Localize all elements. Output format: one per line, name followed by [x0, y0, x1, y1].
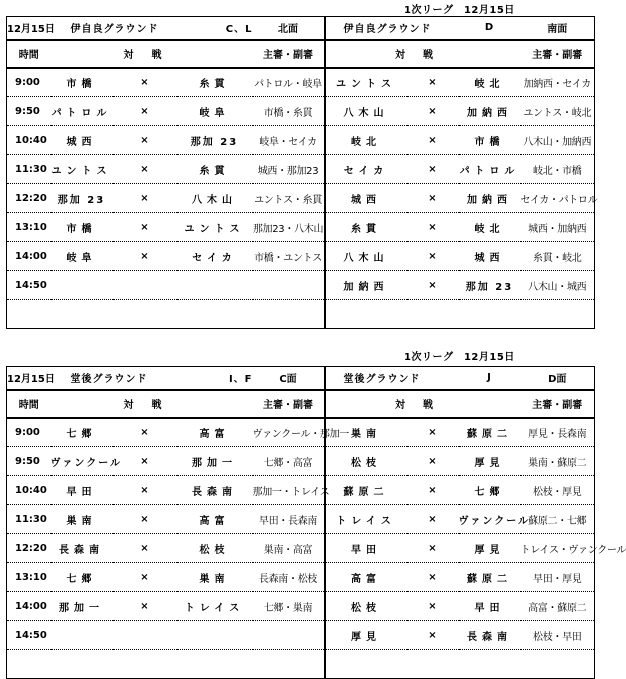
referee-right	[521, 300, 595, 329]
group-letters-left: I、F	[177, 367, 253, 390]
team-home-left: 長森南	[51, 534, 113, 563]
vs-mark-right: ×	[407, 242, 459, 271]
referee-right: 厚見・長森南	[521, 418, 595, 447]
schedule-row	[7, 447, 595, 476]
vs-mark-left	[113, 650, 177, 679]
schedule-row	[7, 650, 595, 679]
vs-mark-left: ×	[113, 592, 177, 621]
match-time: 12:20	[7, 184, 51, 213]
team-away-left: 松枝	[177, 534, 253, 563]
team-away-left: 高富	[177, 505, 253, 534]
team-home-left: 市橋	[51, 213, 113, 242]
header-match-left: 対戦	[51, 390, 253, 418]
match-time: 14:00	[7, 242, 51, 271]
team-away-left	[177, 621, 253, 650]
vs-mark-left: ×	[113, 534, 177, 563]
team-home-left: 市橋	[51, 68, 113, 97]
referee-right: 松枝・厚見	[521, 476, 595, 505]
schedule-row	[7, 155, 595, 184]
referee-left	[253, 300, 325, 329]
schedule-row	[7, 592, 595, 621]
team-home-left	[51, 300, 113, 329]
team-home-right: 糸貫	[325, 213, 407, 242]
team-home-left: ユントス	[51, 155, 113, 184]
team-away-right: 七郷	[459, 476, 521, 505]
ground-name-right: 伊自良グラウンド	[325, 17, 459, 40]
team-home-right: 高富	[325, 563, 407, 592]
match-time: 10:40	[7, 126, 51, 155]
vs-mark-left: ×	[113, 563, 177, 592]
referee-right	[521, 650, 595, 679]
schedule-row	[7, 534, 595, 563]
team-away-right: 加納西	[459, 184, 521, 213]
team-away-left: セイカ	[177, 242, 253, 271]
field-face-right: 南面	[521, 17, 595, 40]
match-time	[7, 650, 51, 679]
vs-mark-left: ×	[113, 184, 177, 213]
team-away-right	[459, 300, 521, 329]
vs-mark-right: ×	[407, 271, 459, 300]
referee-left: ヴァンクール・那加一	[253, 418, 325, 447]
team-away-right: 加納西	[459, 97, 521, 126]
team-away-right: 厚見	[459, 447, 521, 476]
match-time: 14:50	[7, 621, 51, 650]
header-referee-right: 主審・副審	[521, 40, 595, 68]
team-home-left: 七郷	[51, 418, 113, 447]
team-away-left: 那加 23	[177, 126, 253, 155]
team-home-right: 八木山	[325, 242, 407, 271]
vs-mark-right: ×	[407, 592, 459, 621]
vs-mark-left	[113, 300, 177, 329]
referee-left: 長森南・松枝	[253, 563, 325, 592]
schedule-row	[7, 97, 595, 126]
referee-left: 早田・長森南	[253, 505, 325, 534]
referee-left: 市橋・糸貫	[253, 97, 325, 126]
team-home-right	[325, 300, 407, 329]
team-away-right	[459, 650, 521, 679]
date-label: 12月15日	[7, 17, 51, 40]
team-home-right: トレイス	[325, 505, 407, 534]
vs-mark-left: ×	[113, 213, 177, 242]
team-away-left	[177, 300, 253, 329]
referee-left: 那加23・八木山	[253, 213, 325, 242]
schedule-row	[7, 242, 595, 271]
match-time: 9:50	[7, 97, 51, 126]
referee-right: 城西・加納西	[521, 213, 595, 242]
referee-right: 八木山・加納西	[521, 126, 595, 155]
referee-left: 岐阜・セイカ	[253, 126, 325, 155]
team-away-right: 蘇原二	[459, 563, 521, 592]
referee-right: 岐北・市橋	[521, 155, 595, 184]
date-label: 12月15日	[7, 367, 51, 390]
header-match-right: 対戦	[325, 390, 521, 418]
team-home-right: 厚見	[325, 621, 407, 650]
team-home-right: 八木山	[325, 97, 407, 126]
vs-mark-right: ×	[407, 184, 459, 213]
team-away-left: 八木山	[177, 184, 253, 213]
referee-left: 城西・那加23	[253, 155, 325, 184]
vs-mark-right: ×	[407, 213, 459, 242]
vs-mark-right: ×	[407, 621, 459, 650]
vs-mark-right: ×	[407, 563, 459, 592]
vs-mark-left: ×	[113, 476, 177, 505]
team-away-right: 岐北	[459, 213, 521, 242]
schedule-row	[7, 621, 595, 650]
match-time: 10:40	[7, 476, 51, 505]
vs-mark-right: ×	[407, 534, 459, 563]
team-away-left: 糸貫	[177, 68, 253, 97]
schedule-row	[7, 68, 595, 97]
schedule-row	[7, 271, 595, 300]
team-home-left	[51, 650, 113, 679]
referee-right: 早田・厚見	[521, 563, 595, 592]
referee-left	[253, 621, 325, 650]
match-time: 13:10	[7, 213, 51, 242]
team-home-right: 岐北	[325, 126, 407, 155]
referee-right: セイカ・パトロル	[521, 184, 595, 213]
referee-right: 巣南・蘇原二	[521, 447, 595, 476]
team-home-right: 松枝	[325, 447, 407, 476]
referee-left	[253, 271, 325, 300]
header-referee-right: 主審・副審	[521, 390, 595, 418]
match-time: 9:00	[7, 418, 51, 447]
referee-right: トレイス・ヴァンクール	[521, 534, 595, 563]
ground-name-left: 伊自良グラウンド	[51, 17, 177, 40]
team-away-left: 岐阜	[177, 97, 253, 126]
vs-mark-right: ×	[407, 505, 459, 534]
team-home-right: ユントス	[325, 68, 407, 97]
team-away-right: ヴァンクール	[459, 505, 521, 534]
vs-mark-left: ×	[113, 242, 177, 271]
team-away-right: 岐北	[459, 68, 521, 97]
match-time: 11:30	[7, 155, 51, 184]
team-away-right: 城西	[459, 242, 521, 271]
schedule-row	[7, 418, 595, 447]
group-letters-right: D	[459, 17, 521, 40]
team-home-left: 那加一	[51, 592, 113, 621]
schedule-row	[7, 476, 595, 505]
team-home-right: 加納西	[325, 271, 407, 300]
team-away-left: トレイス	[177, 592, 253, 621]
field-face-left: C面	[253, 367, 325, 390]
referee-left: 巣南・高富	[253, 534, 325, 563]
league-title: 1次リーグ 12月15日	[404, 5, 515, 16]
header-time: 時間	[7, 40, 51, 68]
match-time: 9:00	[7, 68, 51, 97]
team-home-left: 巣南	[51, 505, 113, 534]
vs-mark-left: ×	[113, 97, 177, 126]
team-home-left: 早田	[51, 476, 113, 505]
league-title: 1次リーグ 12月15日	[404, 352, 515, 363]
team-home-left: 那加 23	[51, 184, 113, 213]
team-home-right	[325, 650, 407, 679]
vs-mark-right	[407, 300, 459, 329]
vs-mark-left: ×	[113, 505, 177, 534]
schedule-table-dougo	[6, 366, 626, 679]
match-time: 12:20	[7, 534, 51, 563]
vs-mark-right	[407, 650, 459, 679]
vs-mark-right: ×	[407, 418, 459, 447]
referee-left: 市橋・ユントス	[253, 242, 325, 271]
match-time: 14:00	[7, 592, 51, 621]
vs-mark-left: ×	[113, 155, 177, 184]
team-home-right: 城西	[325, 184, 407, 213]
team-home-left: 城西	[51, 126, 113, 155]
schedule-row	[7, 505, 595, 534]
match-time: 14:50	[7, 271, 51, 300]
team-home-left	[51, 271, 113, 300]
referee-right: 糸貫・岐北	[521, 242, 595, 271]
schedule-row	[7, 563, 595, 592]
referee-left	[253, 650, 325, 679]
schedule-row	[7, 213, 595, 242]
header-time: 時間	[7, 390, 51, 418]
team-away-right: パトロル	[459, 155, 521, 184]
vs-mark-left: ×	[113, 126, 177, 155]
field-face-right: D面	[521, 367, 595, 390]
schedule-row	[7, 300, 595, 329]
vs-mark-left	[113, 621, 177, 650]
group-letters-right: J	[459, 367, 521, 390]
team-away-left: ユントス	[177, 213, 253, 242]
vs-mark-right: ×	[407, 126, 459, 155]
group-letters-left: C、L	[177, 17, 253, 40]
referee-right: 蘇原二・七郷	[521, 505, 595, 534]
referee-right: 加納西・セイカ	[521, 68, 595, 97]
match-time: 9:50	[7, 447, 51, 476]
team-away-right: 市橋	[459, 126, 521, 155]
vs-mark-right: ×	[407, 447, 459, 476]
referee-right: ユントス・岐北	[521, 97, 595, 126]
header-referee-left: 主審・副審	[253, 40, 325, 68]
team-away-left	[177, 650, 253, 679]
team-away-right: 蘇原二	[459, 418, 521, 447]
team-home-right: 巣南	[325, 418, 407, 447]
field-face-left: 北面	[253, 17, 325, 40]
vs-mark-right: ×	[407, 68, 459, 97]
vs-mark-right: ×	[407, 476, 459, 505]
team-home-right: 蘇原二	[325, 476, 407, 505]
referee-left: 那加一・トレイス	[253, 476, 325, 505]
referee-left: 七郷・巣南	[253, 592, 325, 621]
vs-mark-left: ×	[113, 447, 177, 476]
team-home-left: パトロル	[51, 97, 113, 126]
vs-mark-right: ×	[407, 97, 459, 126]
header-referee-left: 主審・副審	[253, 390, 325, 418]
team-home-right: 松枝	[325, 592, 407, 621]
team-home-left	[51, 621, 113, 650]
team-home-left: 七郷	[51, 563, 113, 592]
referee-right: 高富・蘇原二	[521, 592, 595, 621]
ground-name-right: 堂後グラウンド	[325, 367, 459, 390]
referee-left: 七郷・高富	[253, 447, 325, 476]
team-away-left: 糸貫	[177, 155, 253, 184]
team-away-left	[177, 271, 253, 300]
team-away-left: 那加一	[177, 447, 253, 476]
referee-right: 八木山・城西	[521, 271, 595, 300]
team-away-right: 早田	[459, 592, 521, 621]
referee-left: ユントス・糸貫	[253, 184, 325, 213]
vs-mark-left: ×	[113, 68, 177, 97]
match-time: 13:10	[7, 563, 51, 592]
team-away-left: 巣南	[177, 563, 253, 592]
vs-mark-right: ×	[407, 155, 459, 184]
referee-right: 松枝・早田	[521, 621, 595, 650]
team-home-right: セイカ	[325, 155, 407, 184]
header-match-right: 対戦	[325, 40, 521, 68]
referee-left: パトロル・岐阜	[253, 68, 325, 97]
team-away-left: 長森南	[177, 476, 253, 505]
match-time	[7, 300, 51, 329]
ground-name-left: 堂後グラウンド	[51, 367, 177, 390]
schedule-row	[7, 184, 595, 213]
team-away-left: 高富	[177, 418, 253, 447]
team-away-right: 那加 23	[459, 271, 521, 300]
team-away-right: 長森南	[459, 621, 521, 650]
schedule-row	[7, 126, 595, 155]
vs-mark-left: ×	[113, 418, 177, 447]
schedule-table-iji	[6, 16, 598, 329]
team-home-right: 早田	[325, 534, 407, 563]
header-match-left: 対戦	[51, 40, 253, 68]
team-away-right: 厚見	[459, 534, 521, 563]
vs-mark-left	[113, 271, 177, 300]
team-home-left: 岐阜	[51, 242, 113, 271]
match-time: 11:30	[7, 505, 51, 534]
team-home-left: ヴァンクール	[51, 447, 113, 476]
